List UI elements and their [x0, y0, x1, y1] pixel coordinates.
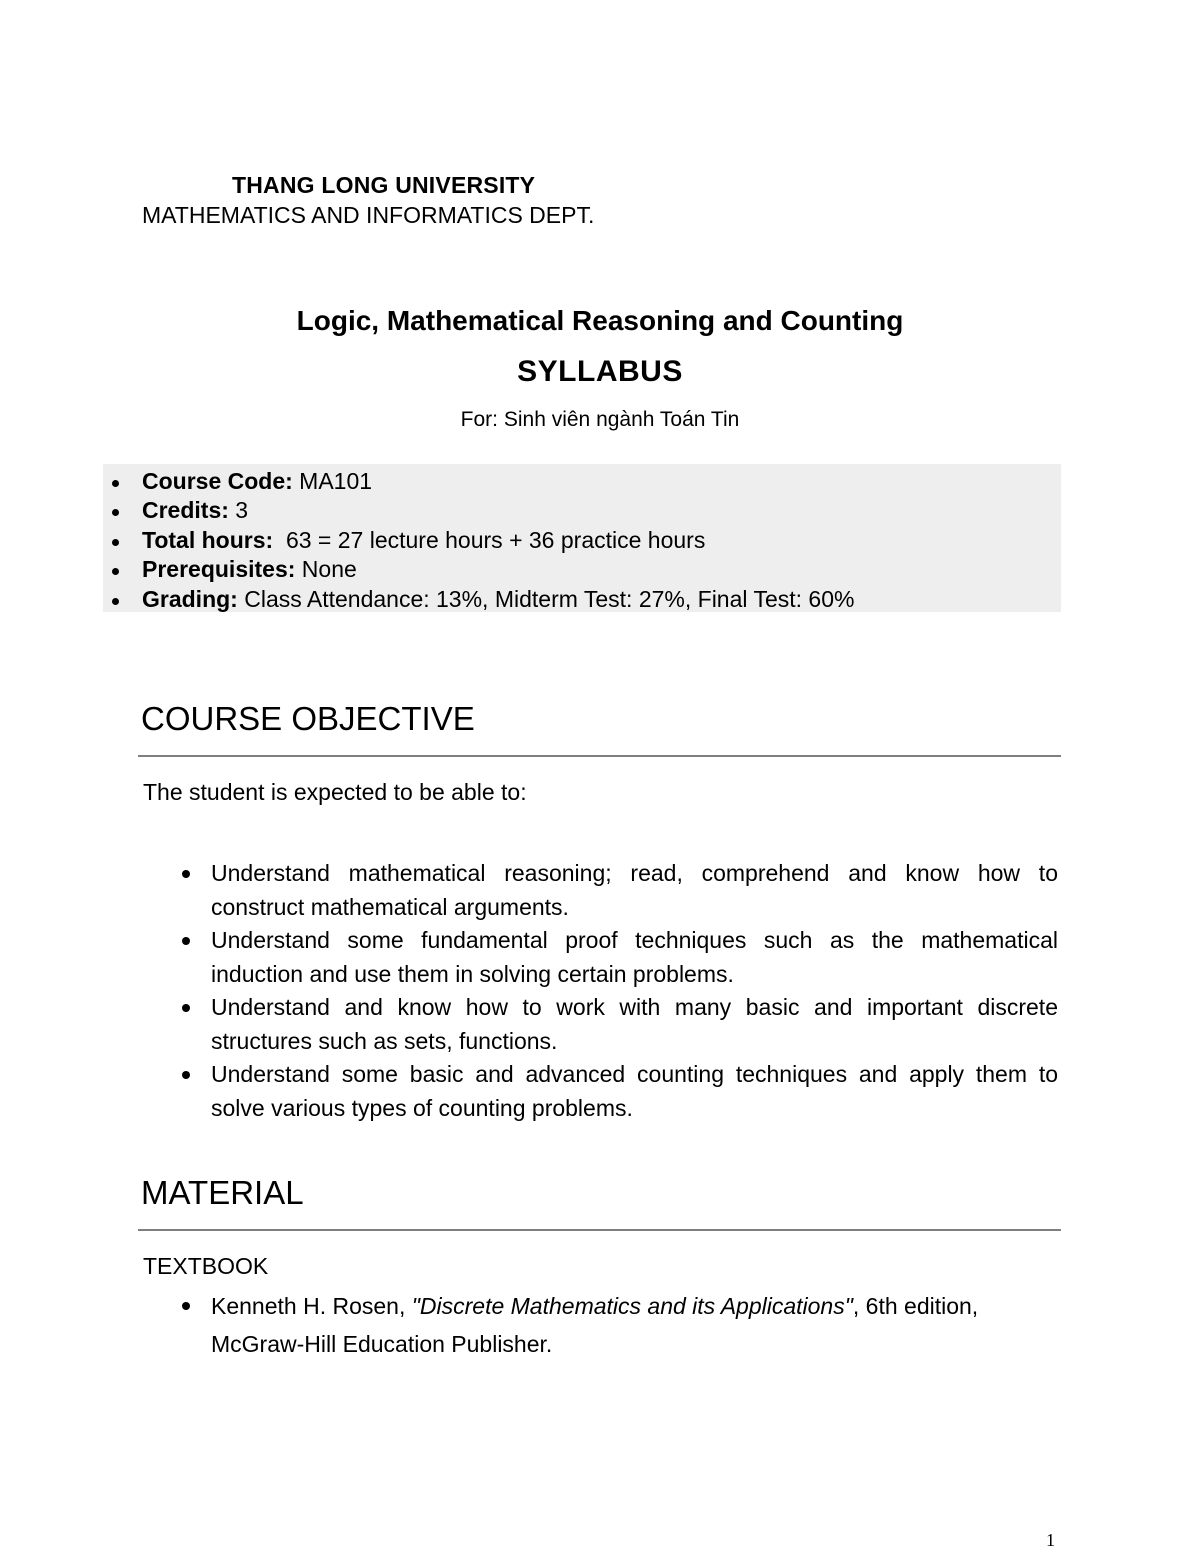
page-number: 1	[1046, 1530, 1055, 1550]
info-label: Credits:	[142, 497, 229, 524]
course-info-box	[103, 464, 1061, 612]
course-objective-heading: COURSE OBJECTIVE	[141, 700, 475, 737]
info-grading	[103, 585, 1061, 614]
info-label: Grading:	[142, 585, 238, 612]
info-value: Class Attendance: 13%, Midterm Test: 27%, Final Test: 60%	[237, 585, 855, 612]
info-value: MA101	[292, 468, 373, 494]
textbook-author: Kenneth H. Rosen,	[211, 1293, 412, 1319]
material-heading: MATERIAL	[141, 1174, 304, 1211]
objective-item: Understand some fundamental proof techniques such as the mathematical induction and use them in solving certain problems.	[180, 924, 1058, 991]
info-value: 63 = 27 lecture hours + 36 practice hours	[273, 526, 706, 553]
textbook-item	[180, 1287, 1000, 1363]
info-value: None	[295, 556, 357, 583]
objective-intro: The student is expected to be able to:	[143, 779, 527, 805]
objective-list	[180, 857, 1058, 1125]
info-total-hours	[103, 526, 1061, 555]
textbook-title: "Discrete Mathematics and its Applications"	[411, 1293, 853, 1319]
section-divider	[138, 1229, 1061, 1231]
audience-line: For: Sinh viên ngành Toán Tin	[460, 408, 740, 431]
textbook-label: TEXTBOOK	[143, 1253, 269, 1279]
info-value: 3	[228, 497, 249, 524]
info-course-code	[103, 467, 1061, 496]
objective-item: Understand mathematical reasoning; read, comprehend and know how to construct mathematical arguments.	[180, 857, 1058, 924]
department-name: MATHEMATICS AND INFORMATICS DEPT.	[142, 202, 595, 228]
textbook-details: , 6th edition, McGraw-Hill Education Publisher.	[211, 1293, 979, 1357]
info-credits	[103, 496, 1061, 525]
objective-item: Understand some basic and advanced counting techniques and apply them to solve various types of counting problems.	[180, 1058, 1058, 1125]
course-info-list	[103, 467, 1061, 614]
objective-item: Understand and know how to work with many basic and important discrete structures such as sets, functions.	[180, 991, 1058, 1058]
section-divider	[138, 755, 1061, 757]
university-name: THANG LONG UNIVERSITY	[232, 172, 536, 198]
info-prerequisites	[103, 555, 1061, 584]
document-type: SYLLABUS	[517, 355, 683, 388]
info-label: Total hours:	[142, 526, 274, 553]
course-title: Logic, Mathematical Reasoning and Counting	[296, 305, 904, 336]
info-label: Prerequisites:	[142, 556, 296, 583]
info-label: Course Code:	[142, 468, 293, 494]
textbook-list	[180, 1287, 1000, 1363]
